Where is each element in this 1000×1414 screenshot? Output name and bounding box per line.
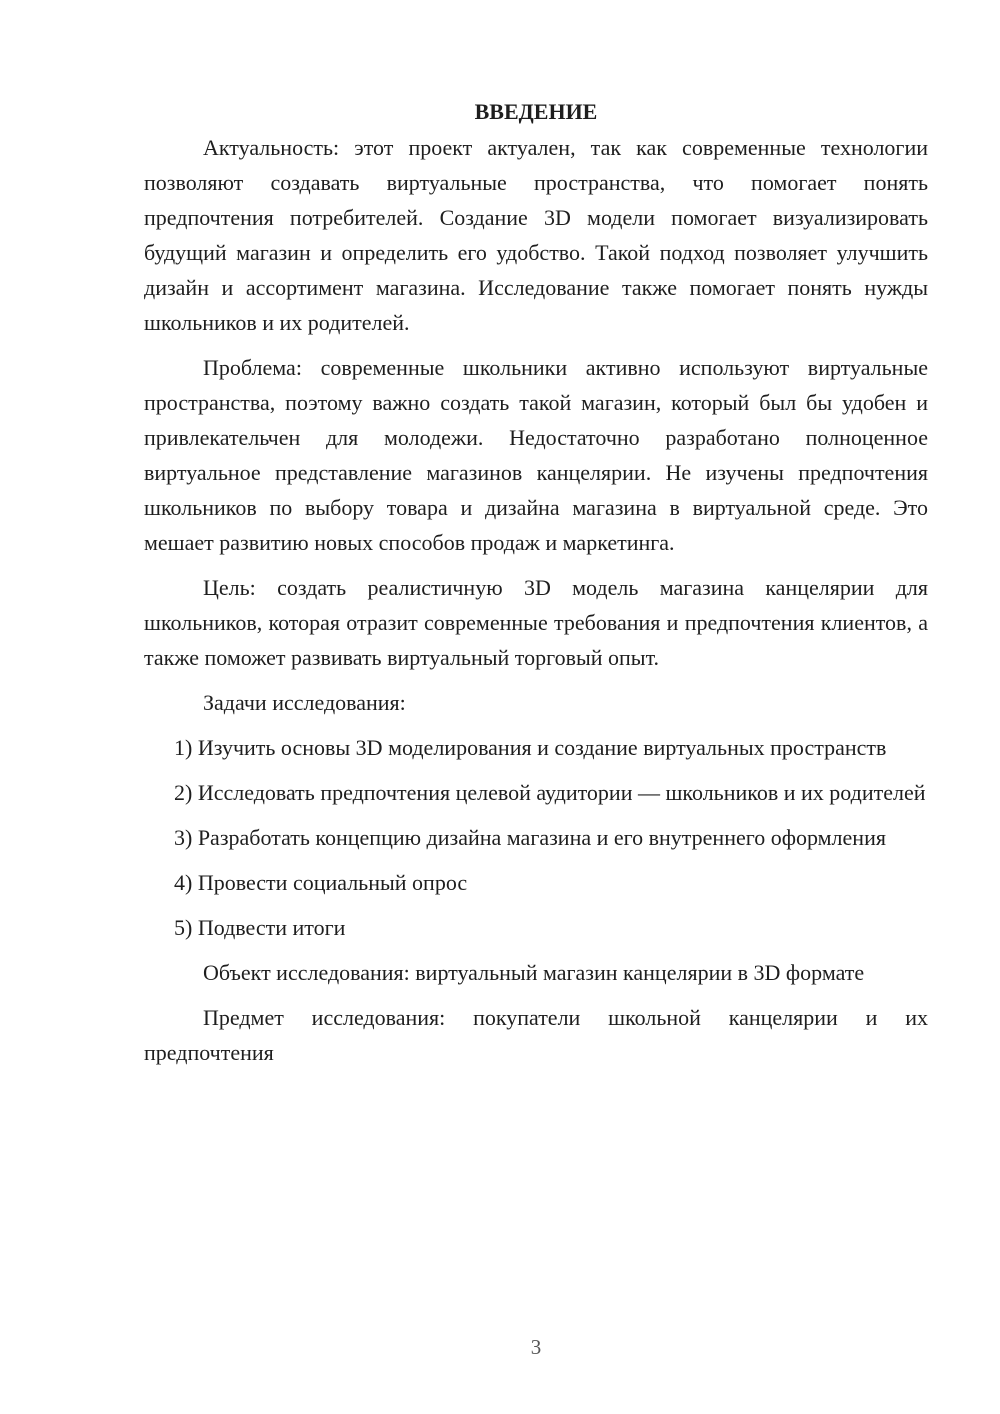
paragraph-goal: Цель: создать реалистичную 3D модель магазина канцелярии для школьников, которая отразит современные требования и предпочтения клиентов, а также поможет развивать виртуальный торговый опыт. [144,575,928,670]
section-title: ВВЕДЕНИЕ [474,99,598,124]
tasks-heading: Задачи исследования: [203,690,406,715]
paragraph-relevance: Актуальность: этот проект актуален, так как современные технологии позволяют создавать виртуальные пространства, что помогает понять предпочтения потребителей. Создание 3D модели помогает визуализировать будущий магазин и определить его удобство. Такой подход позволяет улучшить дизайн и ассортимент магазина. Исследование также помогает понять нужды школьников и их родителей. [144,135,928,335]
document-page [144,94,928,1080]
task-item-2: 2) Исследовать предпочтения целевой аудитории — школьников и их родителей [174,780,926,805]
paragraph-problem: Проблема: современные школьники активно используют виртуальные пространства, поэтому важно создать такой магазин, который был бы удобен и привлекательчен для молодежи. Недостаточно разработано полноценное виртуальное представление магазинов канцелярии. Не изучены предпочтения школьников по выбору товара и дизайна магазина в виртуальной среде. Это мешает развитию новых способов продаж и маркетинга. [144,355,928,555]
task-item-3: 3) Разработать концепцию дизайна магазина и его внутреннего оформления [174,825,886,850]
paragraph-object: Объект исследования: виртуальный магазин канцелярии в 3D формате [203,960,865,985]
task-item-5: 5) Подвести итоги [174,915,346,940]
paragraph-subject: Предмет исследования: покупатели школьной канцелярии и их предпочтения [144,1005,928,1065]
task-item-4: 4) Провести социальный опрос [174,870,468,895]
page-number: 3 [530,1335,542,1359]
task-item-1: 1) Изучить основы 3D моделирования и создание виртуальных пространств [174,735,887,760]
